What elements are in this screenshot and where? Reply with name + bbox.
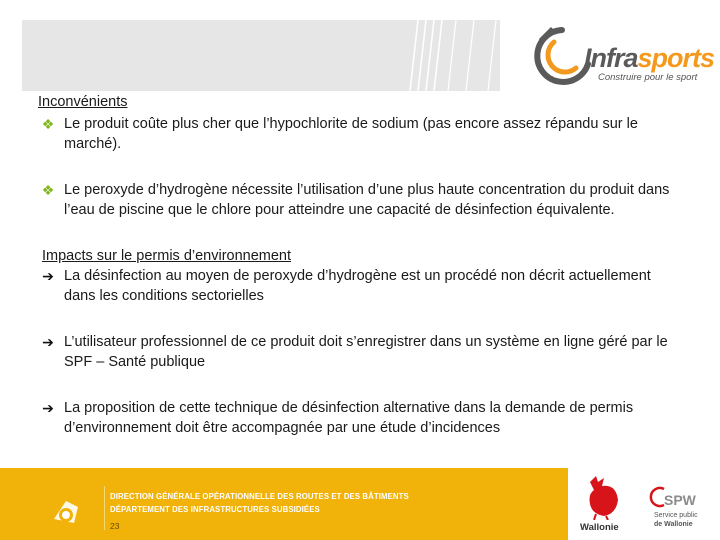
arrow-bullet-icon: ➔: [42, 334, 54, 350]
list-item-text: La proposition de cette technique de désinfection alternative dans la demande de permis d’environnement doit être accompagnée par une étude d’incidences: [64, 400, 634, 436]
header-band: [22, 20, 500, 91]
infrasports-logo: [532, 24, 715, 96]
list-item-text: La désinfection au moyen de peroxyde d’hydrogène est un procédé non décrit actuellement dans les conditions sectorielles: [64, 268, 651, 304]
diamond-bullet-icon: ❖: [41, 116, 55, 132]
arrow-bullet-icon: ➔: [42, 268, 54, 284]
footer-direction-label: DIRECTION GÉNÉRALE OPÉRATIONNELLE DES ROUTES ET DES BÂTIMENTS: [110, 492, 409, 501]
wallonie-label: Wallonie: [580, 522, 619, 533]
spw-subtitle-line1: Service public: [654, 512, 698, 519]
list-item-text: Le peroxyde d’hydrogène nécessite l’utilisation d’une plus haute concentration du produit dans l’eau de piscine que le chlore pour atteindre une capacité de désinfection équivalente.: [64, 182, 670, 218]
header-stripes-decoration: [22, 20, 500, 91]
spw-subtitle-line2: de Wallonie: [654, 521, 693, 528]
section-title-inconvenients: Inconvénients: [38, 94, 128, 110]
arrow-bullet-icon: ➔: [42, 400, 54, 416]
list-item-text: Le produit coûte plus cher que l’hypochlorite de sodium (pas encore assez répandu sur le marché).: [64, 116, 638, 152]
diamond-bullet-icon: ❖: [41, 182, 55, 198]
spw-label: SPW: [664, 492, 696, 508]
footer-divider: [104, 486, 105, 530]
logo-tagline: Construire pour le sport: [598, 72, 698, 83]
infrasports-swoosh-icon: [532, 24, 592, 96]
list-item: [38, 114, 678, 154]
logo-wordmark: Infrasports: [584, 43, 715, 73]
list-item: [38, 398, 678, 438]
wallonie-rooster-icon: [582, 474, 624, 520]
slide-content: [38, 92, 678, 438]
list-item-text: L’utilisateur professionnel de ce produit doit s’enregistrer dans un système en ligne géré par le SPF – Santé publique: [64, 334, 668, 370]
list-item: [38, 332, 678, 372]
list-item: [38, 266, 678, 306]
dgo1-logo-icon: [48, 497, 92, 527]
section-title-impacts: Impacts sur le permis d’environnement: [42, 248, 292, 264]
list-item: [38, 180, 678, 220]
page-number: 23: [110, 521, 120, 531]
footer-department-label: DÉPARTEMENT DES INFRASTRUCTURES SUBSIDIÉES: [110, 505, 320, 514]
